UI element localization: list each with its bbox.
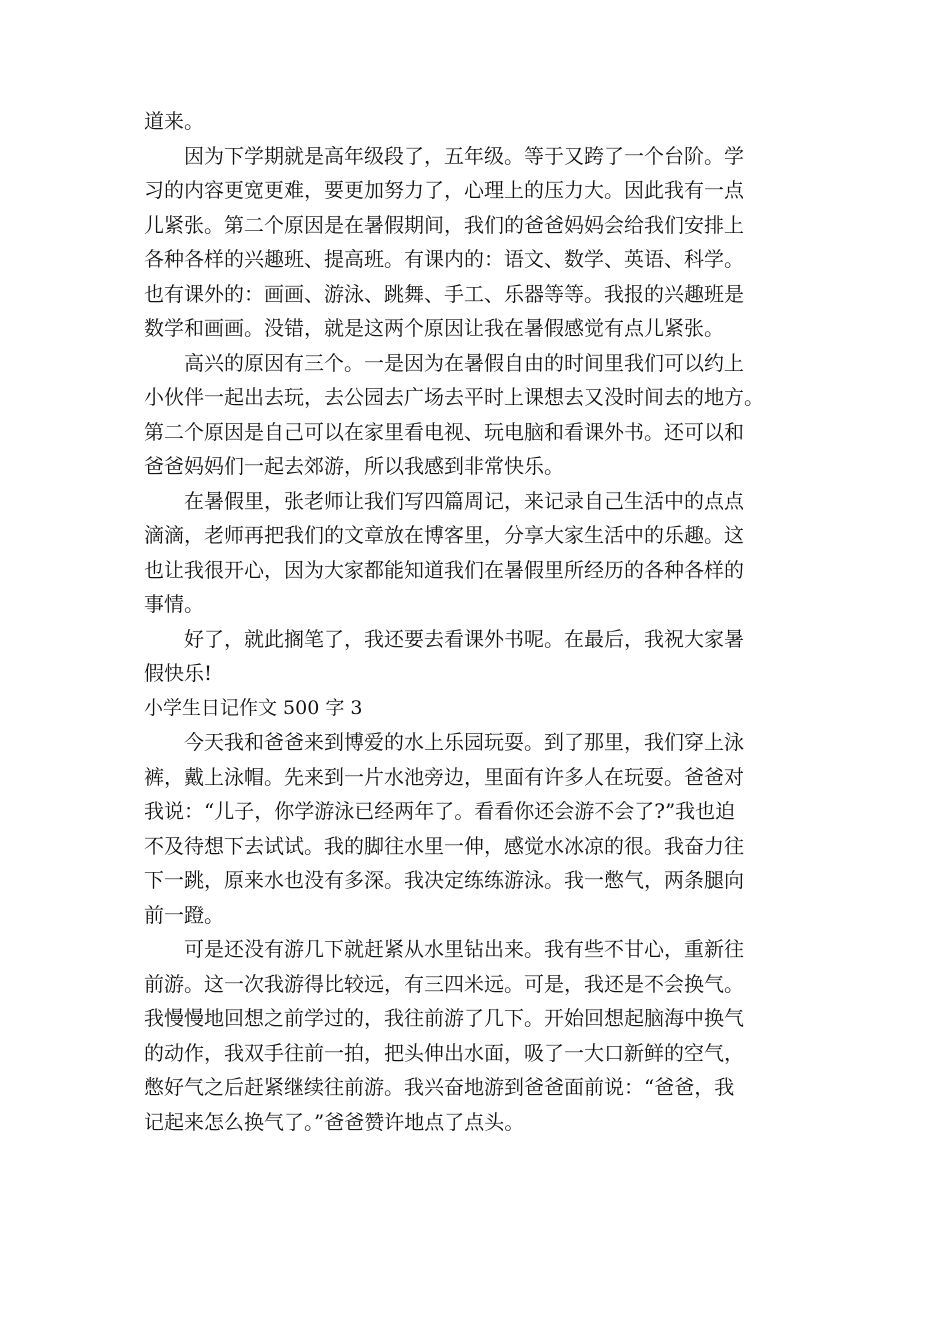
paragraph-continuation: 道来。 [144, 109, 204, 133]
document-page [144, 104, 824, 1139]
paragraph-happy-reasons: 高兴的原因有三个。一是因为在暑假自由的时间里我们可以约上 小伙伴一起出去玩，去公园去广场去平时上课想去又没时间去的地方。 第二个原因是自己可以在家里看电视、玩电脑和看课外书。还可以和 爸爸妈妈们一起去郊游，所以我感到非常快乐。 [144, 350, 764, 478]
paragraph-swimming: 可是还没有游几下就赶紧从水里钻出来。我有些不甘心，重新往 前游。这一次我游得比较远，有三四米远。可是，我还是不会换气。 我慢慢地回想之前学过的，我往前游了几下。开始回想起脑海中换气 的动作，我双手往前一拍，把头伸出水面，吸了一大口新鲜的空气， 憋好气之后赶紧继续往前游。我兴奋地游到爸爸面前说：“爸爸，我 记起来怎么换气了。”爸爸赞许地点了点头。 [144, 937, 744, 1134]
section-heading: 小学生日记作文 500 字 3 [144, 696, 363, 719]
paragraph-weekly-diary: 在暑假里，张老师让我们写四篇周记，来记录自己生活中的点点 滴滴，老师再把我们的文章放在博客里，分享大家生活中的乐趣。这 也让我很开心，因为大家都能知道我们在暑假里所经历的各种各样的 事情。 [144, 488, 744, 616]
paragraph-water-park: 今天我和爸爸来到博爱的水上乐园玩耍。到了那里，我们穿上泳 裤，戴上泳帽。先来到一片水池旁边，里面有许多人在玩耍。爸爸对 我说：“儿子，你学游泳已经两年了。看看你还会游不会了?”我也迫 不及待想下去试试。我的脚往水里一伸，感觉水冰凉的很。我奋力往 下一跳，原来水也没有多深。我决定练练游泳。我一憋气，两条腿向 前一蹬。 [144, 730, 744, 927]
paragraph-closing: 好了，就此搁笔了，我还要去看课外书呢。在最后，我祝大家暑 假快乐! [144, 626, 744, 685]
paragraph-nervous-reasons: 因为下学期就是高年级段了，五年级。等于又跨了一个台阶。学 习的内容更宽更难，要更加努力了，心理上的压力大。因此我有一点 儿紧张。第二个原因是在暑假期间，我们的爸爸妈妈会给我们安排上 各种各样的兴趣班、提高班。有课内的：语文、数学、英语、科学。 也有课外的：画画、游泳、跳舞、手工、乐器等等。我报的兴趣班是 数学和画画。没错，就是这两个原因让我在暑假感觉有点儿紧张。 [144, 143, 744, 340]
